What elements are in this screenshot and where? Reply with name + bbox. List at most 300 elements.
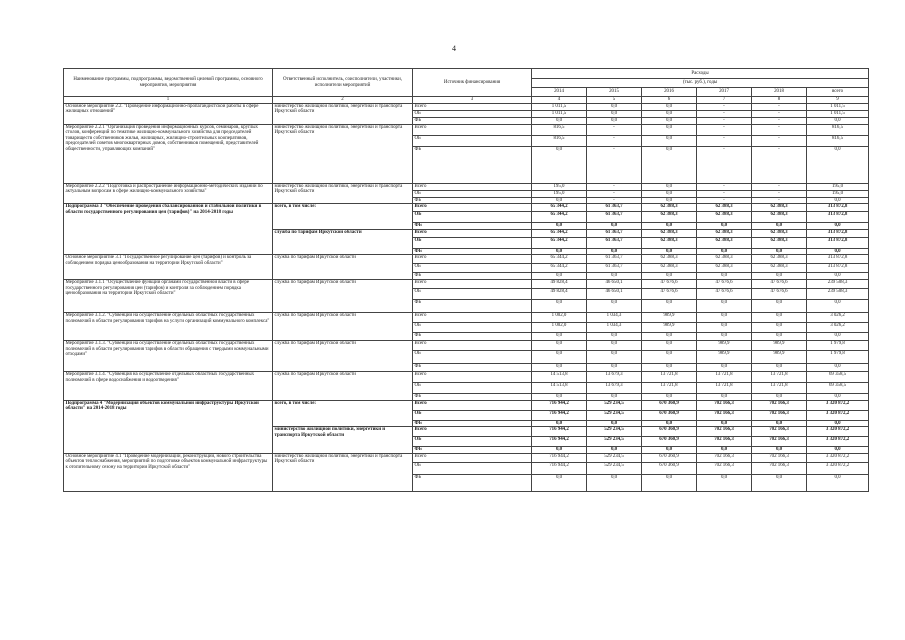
amount-cell: 0,0	[642, 146, 697, 183]
amount-cell: 529 234,5	[587, 437, 642, 447]
amount-cell: 61 363,7	[587, 204, 642, 212]
amount-cell: 13 721,8	[752, 371, 807, 382]
amount-cell: -	[587, 146, 642, 183]
funding-source: ФБ	[413, 273, 532, 280]
program-name: Основное мероприятие 4.1 "Проведение модернизации, реконструкции, нового строительства объектов теплоснабжения, мероприятий по подготовке объектов коммунальной инфраструктуры к отопительному сезону на территории Иркутской области"	[64, 453, 273, 491]
amount-cell: 62 388,3	[752, 237, 807, 248]
amount-cell: 46 650,1	[587, 288, 642, 299]
header-year: 2015	[587, 88, 642, 97]
amount-cell: 0,0	[532, 299, 587, 312]
amount-cell: 62 388,3	[642, 264, 697, 273]
amount-cell: -	[752, 135, 807, 146]
executor: служба по тарифам Иркутской области	[273, 312, 413, 340]
program-name: Подпрограмма 3 "Обеспечение проведения сбалансированной и стабильной политики в области государственного регулирования цен (тарифов)" на 2014-2018 годы	[64, 204, 273, 255]
program-name: Мероприятие 3.1.2. "Субвенции на осуществление отдельных областных государственных полномочий в области регулирования тарифов на услуги организаций коммунального комплекса"	[64, 312, 273, 340]
amount-cell: 702 166,3	[697, 462, 752, 474]
total-cell: 0,0	[807, 393, 869, 400]
amount-cell: 13 721,8	[752, 382, 807, 393]
amount-cell: 0,0	[697, 322, 752, 332]
amount-cell: 62 388,3	[697, 255, 752, 264]
amount-cell: 47 676,6	[642, 288, 697, 299]
amount-cell: 0,0	[587, 474, 642, 491]
amount-cell: 0,0	[642, 183, 697, 190]
total-cell: 69 358,5	[807, 371, 869, 382]
amount-cell: 0,0	[587, 223, 642, 230]
amount-cell: 0,0	[642, 190, 697, 197]
program-name: Мероприятие 3.1.3. "Субвенции на осуществление отдельных областных государственных полномочий в области регулирования тарифов в области обращения с твердыми коммунальными отходами"	[64, 340, 273, 371]
amount-cell: 49 828,4	[532, 279, 587, 288]
amount-cell: 0,0	[587, 248, 642, 255]
amount-cell: 47 676,6	[752, 279, 807, 288]
amount-cell: 670 360,9	[642, 453, 697, 462]
amount-cell: -	[752, 110, 807, 117]
amount-cell: 989,9	[752, 350, 807, 363]
amount-cell: -	[587, 190, 642, 197]
amount-cell: 0,0	[532, 447, 587, 454]
amount-cell: 0,0	[642, 248, 697, 255]
funding-source: Всего	[413, 371, 532, 382]
funding-source: ОБ	[413, 382, 532, 393]
amount-cell: 0,0	[752, 223, 807, 230]
amount-cell: 0,0	[587, 393, 642, 400]
header-total: всего	[807, 88, 869, 97]
funding-source: ОБ	[413, 135, 532, 146]
amount-cell: -	[697, 183, 752, 190]
table-row	[64, 255, 869, 264]
amount-cell: 716 944,2	[532, 453, 587, 462]
funding-source: ОБ	[413, 212, 532, 223]
amount-cell: 1 034,3	[587, 322, 642, 332]
amount-cell: -	[697, 197, 752, 204]
amount-cell: 0,0	[642, 124, 697, 135]
funding-source: ФБ	[413, 146, 532, 183]
amount-cell: 702 166,3	[752, 410, 807, 420]
funding-source: ФБ	[413, 117, 532, 124]
amount-cell: 47 676,6	[752, 288, 807, 299]
executor: служба по тарифам Иркутской области	[273, 229, 413, 255]
amount-cell: 65 344,2	[532, 229, 587, 237]
funding-source: ФБ	[413, 447, 532, 454]
amount-cell: 0,0	[642, 332, 697, 340]
amount-cell: 0,0	[697, 447, 752, 454]
total-cell: 1 979,8	[807, 350, 869, 363]
amount-cell: 0,0	[752, 273, 807, 280]
funding-source: Всего	[413, 453, 532, 462]
funding-source: ОБ	[413, 237, 532, 248]
total-cell: 0,0	[807, 363, 869, 371]
header-year: 2018	[752, 88, 807, 97]
total-cell: 313 872,8	[807, 237, 869, 248]
amount-cell: 0,0	[642, 474, 697, 491]
funding-source: ОБ	[413, 437, 532, 447]
amount-cell: 816,5	[532, 124, 587, 135]
executor: служба по тарифам Иркутской области	[273, 279, 413, 312]
amount-cell: 0,0	[697, 393, 752, 400]
amount-cell: 0,0	[752, 393, 807, 400]
program-name: Основное мероприятие 3.1 "Государственное регулирование цен (тарифов) и контроль за соблюдением порядка ценообразования на территории Иркутской области"	[64, 255, 273, 280]
total-cell: 816,5	[807, 135, 869, 146]
executor: служба по тарифам Иркутской области	[273, 255, 413, 280]
total-cell: 816,5	[807, 124, 869, 135]
amount-cell: 0,0	[587, 447, 642, 454]
column-number: 5	[587, 97, 642, 104]
amount-cell: 0,0	[642, 197, 697, 204]
amount-cell: 13 679,3	[587, 382, 642, 393]
funding-source: ОБ	[413, 350, 532, 363]
amount-cell: 0,0	[642, 223, 697, 230]
amount-cell: 702 166,3	[752, 453, 807, 462]
total-cell: 3 320 872,2	[807, 453, 869, 462]
total-cell: 3 320 872,2	[807, 427, 869, 437]
table-row	[64, 103, 869, 110]
amount-cell: 0,0	[532, 474, 587, 491]
amount-cell: 47 676,6	[697, 288, 752, 299]
header-year: 2017	[697, 88, 752, 97]
amount-cell: 0,0	[642, 135, 697, 146]
total-cell: 3 320 872,2	[807, 462, 869, 474]
column-number: 8	[752, 97, 807, 104]
column-number: 6	[642, 97, 697, 104]
total-cell: 0,0	[807, 223, 869, 230]
amount-cell: 65 344,2	[532, 212, 587, 223]
total-cell: 313 872,8	[807, 204, 869, 212]
funding-source: ФБ	[413, 248, 532, 255]
amount-cell: 716 944,2	[532, 437, 587, 447]
total-cell: 0,0	[807, 273, 869, 280]
funding-source: Всего	[413, 312, 532, 322]
amount-cell: 0,0	[642, 117, 697, 124]
amount-cell: -	[587, 183, 642, 190]
amount-cell: 62 388,3	[642, 212, 697, 223]
amount-cell: 989,9	[752, 340, 807, 350]
amount-cell: 0,0	[642, 393, 697, 400]
total-cell: 313 872,8	[807, 264, 869, 273]
amount-cell: 0,0	[752, 447, 807, 454]
amount-cell: 670 360,9	[642, 400, 697, 410]
amount-cell: 62 388,3	[642, 237, 697, 248]
amount-cell: -	[752, 183, 807, 190]
amount-cell: 529 234,5	[587, 453, 642, 462]
amount-cell: 0,0	[642, 363, 697, 371]
amount-cell: 0,0	[642, 103, 697, 110]
amount-cell: 0,0	[532, 393, 587, 400]
amount-cell: 13 721,8	[697, 371, 752, 382]
amount-cell: 62 388,3	[752, 255, 807, 264]
table-row	[64, 124, 869, 135]
amount-cell: 0,0	[587, 103, 642, 110]
funding-source: Всего	[413, 183, 532, 190]
amount-cell: 0,0	[642, 299, 697, 312]
amount-cell: -	[752, 124, 807, 135]
amount-cell: 702 166,3	[697, 410, 752, 420]
amount-cell: -	[752, 197, 807, 204]
amount-cell: -	[697, 135, 752, 146]
column-number: 9	[807, 97, 869, 104]
amount-cell: 0,0	[697, 312, 752, 322]
table-row	[64, 371, 869, 382]
amount-cell: 61 363,7	[587, 255, 642, 264]
amount-cell: 670 360,9	[642, 462, 697, 474]
amount-cell: -	[697, 110, 752, 117]
amount-cell: 0,0	[532, 117, 587, 124]
program-name: Мероприятие 3.1.1 "Осуществление функций органами государственной власти в сфере государственного регулирования цен (тарифов) и контроля за соблюдением порядка ценообразования на территории Иркутской области"	[64, 279, 273, 312]
funding-source: ОБ	[413, 410, 532, 420]
total-cell: 239 508,3	[807, 288, 869, 299]
total-cell: 313 872,8	[807, 212, 869, 223]
amount-cell: 62 388,3	[752, 204, 807, 212]
amount-cell: 0,0	[697, 248, 752, 255]
total-cell: 0,0	[807, 420, 869, 427]
amount-cell: 702 166,3	[697, 427, 752, 437]
amount-cell: 529 234,5	[587, 462, 642, 474]
total-cell: 0,0	[807, 474, 869, 491]
amount-cell: 1 011,5	[532, 103, 587, 110]
amount-cell: 989,9	[697, 340, 752, 350]
total-cell: 0,0	[807, 248, 869, 255]
amount-cell: 989,9	[697, 350, 752, 363]
funding-source: Всего	[413, 427, 532, 437]
amount-cell: 0,0	[697, 299, 752, 312]
amount-cell: 716 944,2	[532, 427, 587, 437]
amount-cell: 46 650,1	[587, 279, 642, 288]
funding-source: ФБ	[413, 197, 532, 204]
amount-cell: 13 721,8	[642, 371, 697, 382]
funding-source: Всего	[413, 340, 532, 350]
amount-cell: 0,0	[642, 110, 697, 117]
table-row	[64, 340, 869, 350]
funding-source: Всего	[413, 103, 532, 110]
amount-cell: 716 944,2	[532, 462, 587, 474]
amount-cell: 62 388,3	[642, 255, 697, 264]
amount-cell: 62 388,3	[752, 212, 807, 223]
total-cell: 0,0	[807, 332, 869, 340]
table-row	[64, 183, 869, 190]
amount-cell: -	[752, 117, 807, 124]
amount-cell: 0,0	[587, 332, 642, 340]
funding-source: Всего	[413, 124, 532, 135]
total-cell: 1 979,8	[807, 340, 869, 350]
budget-table	[63, 68, 869, 492]
amount-cell: 529 234,5	[587, 400, 642, 410]
amount-cell: 0,0	[532, 223, 587, 230]
total-cell: 1 011,5	[807, 110, 869, 117]
amount-cell: 14 513,8	[532, 371, 587, 382]
total-cell: 1 011,5	[807, 103, 869, 110]
amount-cell: 0,0	[532, 350, 587, 363]
total-cell: 0,0	[807, 117, 869, 124]
amount-cell: 14 513,8	[532, 382, 587, 393]
amount-cell: 0,0	[532, 363, 587, 371]
table-row	[64, 312, 869, 322]
amount-cell: 0,0	[697, 363, 752, 371]
executor: министерство жилищной политики, энергетики и транспорта Иркутской области	[273, 183, 413, 204]
executor: министерство жилищной политики, энергетики и транспорта Иркутской области	[273, 124, 413, 183]
amount-cell: 702 166,3	[752, 400, 807, 410]
amount-cell: 0,0	[642, 340, 697, 350]
program-name: Мероприятие 2.2.2 "Подготовка и распространение информационно-методических изданий по актуальным вопросам в сфере жилищно-коммунального хозяйства"	[64, 183, 273, 204]
total-cell: 313 872,8	[807, 255, 869, 264]
column-number: 2	[273, 97, 413, 104]
program-name: Мероприятие 3.1.4. "Субвенция на осуществление отдельных областных государственных полномочий в сфере водоснабжения и водоотведения"	[64, 371, 273, 400]
total-cell: 3 320 872,2	[807, 400, 869, 410]
executor: служба по тарифам Иркутской области	[273, 371, 413, 400]
amount-cell: 670 360,9	[642, 410, 697, 420]
executor: министерство жилищной политики, энергетики и транспорта Иркутской области	[273, 427, 413, 454]
column-number: 1	[64, 97, 273, 104]
funding-source: ФБ	[413, 332, 532, 340]
amount-cell: 0,0	[752, 299, 807, 312]
amount-cell: 0,0	[532, 420, 587, 427]
amount-cell: 1 002,0	[532, 322, 587, 332]
amount-cell: 1 034,3	[587, 312, 642, 322]
funding-source: ОБ	[413, 322, 532, 332]
amount-cell: 62 388,3	[697, 237, 752, 248]
table-row	[64, 400, 869, 410]
amount-cell: 0,0	[587, 420, 642, 427]
amount-cell: 0,0	[532, 340, 587, 350]
amount-cell: 0,0	[752, 363, 807, 371]
program-name: Мероприятие 2.2.1 "Организация проведения информационных курсов, семинаров, круглых столов, конференций по тематике жилищно-коммунального хозяйства для председателей товариществ собственников жилья, жилищных, жилищно-строительных кооперативов, председателей советов многоквартирных домов, собственников помещений, представителей общественности, управляющих компаний"	[64, 124, 273, 183]
funding-source: Всего	[413, 204, 532, 212]
amount-cell: 13 721,8	[697, 382, 752, 393]
amount-cell: 61 363,7	[587, 264, 642, 273]
amount-cell: 0,0	[642, 273, 697, 280]
total-cell: 313 872,8	[807, 229, 869, 237]
total-cell: 195,0	[807, 190, 869, 197]
total-cell: 0,0	[807, 299, 869, 312]
amount-cell: 0,0	[587, 350, 642, 363]
amount-cell: 670 360,9	[642, 427, 697, 437]
total-cell: 3 320 872,2	[807, 410, 869, 420]
header-name: Наименование программы, подпрограммы, ведомственной целевой программы, основного мероприятия, мероприятия	[64, 69, 273, 97]
amount-cell: 0,0	[587, 110, 642, 117]
amount-cell: 0,0	[752, 332, 807, 340]
funding-source: ОБ	[413, 462, 532, 474]
column-number: 3	[413, 97, 532, 104]
total-cell: 3 026,2	[807, 322, 869, 332]
amount-cell: -	[697, 146, 752, 183]
amount-cell: 702 166,3	[697, 437, 752, 447]
total-cell: 69 358,5	[807, 382, 869, 393]
amount-cell: 0,0	[587, 363, 642, 371]
funding-source: ФБ	[413, 474, 532, 491]
amount-cell: 195,0	[532, 190, 587, 197]
amount-cell: 0,0	[642, 447, 697, 454]
executor: служба по тарифам Иркутской области	[273, 340, 413, 371]
amount-cell: 0,0	[642, 350, 697, 363]
funding-source: Всего	[413, 229, 532, 237]
amount-cell: -	[587, 197, 642, 204]
amount-cell: 816,5	[532, 135, 587, 146]
amount-cell: 0,0	[752, 420, 807, 427]
amount-cell: 61 363,7	[587, 237, 642, 248]
amount-cell: 62 388,3	[642, 204, 697, 212]
amount-cell: 702 166,3	[752, 462, 807, 474]
amount-cell: -	[697, 190, 752, 197]
amount-cell: 195,0	[532, 183, 587, 190]
funding-source: ОБ	[413, 110, 532, 117]
amount-cell: -	[697, 117, 752, 124]
amount-cell: -	[587, 135, 642, 146]
funding-source: ОБ	[413, 264, 532, 273]
program-name: Подпрограмма 4 "Модернизация объектов коммунальной инфраструктуры Иркутской области" на 2014-2018 годы	[64, 400, 273, 453]
amount-cell: 0,0	[752, 322, 807, 332]
total-cell: 0,0	[807, 447, 869, 454]
amount-cell: 702 166,3	[697, 453, 752, 462]
funding-source: ФБ	[413, 299, 532, 312]
amount-cell: 62 388,3	[752, 264, 807, 273]
funding-source: ФБ	[413, 363, 532, 371]
header-year: 2016	[642, 88, 697, 97]
table-row	[64, 279, 869, 288]
amount-cell: 0,0	[697, 474, 752, 491]
header-year: 2014	[532, 88, 587, 97]
funding-source: ФБ	[413, 420, 532, 427]
amount-cell: 0,0	[752, 312, 807, 322]
program-name: Основное мероприятие 2.2. "Проведение информационно-пропагандистской работы в сфере жилищных отношений"	[64, 103, 273, 124]
amount-cell: 65 344,2	[532, 237, 587, 248]
table-row	[64, 204, 869, 212]
amount-cell: 702 166,3	[752, 427, 807, 437]
page-number: 4	[452, 44, 456, 53]
header-source: Источник финансирования	[413, 69, 532, 97]
amount-cell: 13 721,8	[642, 382, 697, 393]
amount-cell: -	[587, 124, 642, 135]
amount-cell: 0,0	[587, 117, 642, 124]
total-cell: 0,0	[807, 146, 869, 183]
amount-cell: 61 363,7	[587, 229, 642, 237]
amount-cell: 62 388,3	[697, 264, 752, 273]
total-cell: 195,0	[807, 183, 869, 190]
amount-cell: 702 166,3	[752, 437, 807, 447]
table-row	[64, 453, 869, 462]
total-cell: 3 320 872,2	[807, 437, 869, 447]
funding-source: ОБ	[413, 190, 532, 197]
header-units: (тыс. руб.), годы	[532, 79, 869, 88]
amount-cell: 0,0	[697, 223, 752, 230]
amount-cell: 989,9	[642, 312, 697, 322]
amount-cell: 49 828,4	[532, 288, 587, 299]
amount-cell: 0,0	[532, 248, 587, 255]
column-number: 4	[532, 97, 587, 104]
executor: всего, в том числе:	[273, 204, 413, 230]
amount-cell: 0,0	[532, 332, 587, 340]
amount-cell: 0,0	[532, 146, 587, 183]
amount-cell: 62 388,3	[642, 229, 697, 237]
total-cell: 239 508,3	[807, 279, 869, 288]
amount-cell: 62 388,3	[752, 229, 807, 237]
amount-cell: 47 676,6	[697, 279, 752, 288]
amount-cell: -	[752, 146, 807, 183]
funding-source: ФБ	[413, 223, 532, 230]
amount-cell: -	[752, 103, 807, 110]
amount-cell: -	[697, 103, 752, 110]
amount-cell: 0,0	[587, 299, 642, 312]
amount-cell: 0,0	[697, 273, 752, 280]
amount-cell: 0,0	[587, 340, 642, 350]
funding-source: Всего	[413, 279, 532, 288]
funding-source: ФБ	[413, 393, 532, 400]
amount-cell: 716 944,2	[532, 410, 587, 420]
column-number: 7	[697, 97, 752, 104]
amount-cell: 0,0	[752, 474, 807, 491]
header-executor: Ответственный исполнитель, соисполнители, участники, исполнители мероприятий	[273, 69, 413, 97]
amount-cell: -	[752, 190, 807, 197]
executor: всего, в том числе:	[273, 400, 413, 427]
amount-cell: 702 166,3	[697, 400, 752, 410]
amount-cell: 62 388,3	[697, 204, 752, 212]
amount-cell: 62 388,3	[697, 229, 752, 237]
